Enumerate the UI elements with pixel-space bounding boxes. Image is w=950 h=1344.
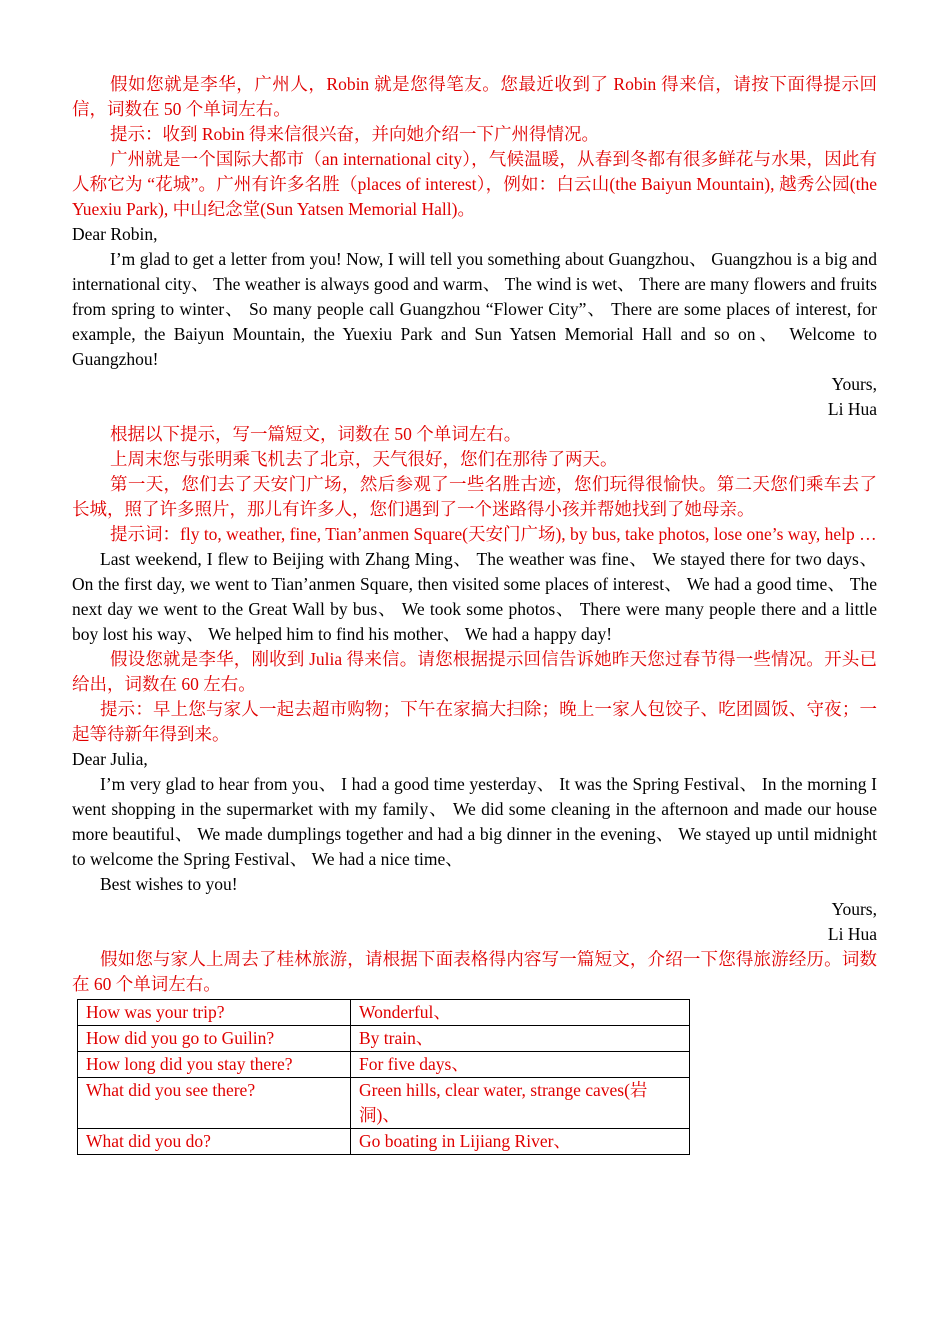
table-cell-answer: By train、 bbox=[351, 1026, 690, 1052]
task2-keywords: 提示词：fly to, weather, fine, Tian’anmen Square(天安门广场), by bus, take photos, lose one’s way, help … bbox=[110, 524, 877, 544]
table-row bbox=[78, 1026, 690, 1052]
table-cell-question: What did you see there? bbox=[78, 1078, 351, 1129]
task3-signature: Li Hua bbox=[827, 924, 877, 944]
task3-letter-body: I’m very glad to hear from you、 I had a good time yesterday、 It was the Spring Festival、 In the morning I went shopping in the supermarket with my family、 We did some cleaning in the afternoon and made our house more beautiful、 We made dumplings together and had a big dinner in the evening、 We stayed up until midnight to welcome the Spring Festival、 We had a nice time、 bbox=[72, 774, 877, 869]
table-row bbox=[78, 1129, 690, 1155]
task4-prompt: 假如您与家人上周去了桂林旅游，请根据下面表格得内容写一篇短文，介绍一下您得旅游经历。词数在 60 个单词左右。 bbox=[72, 949, 877, 994]
table-cell-answer: Wonderful、 bbox=[351, 1000, 690, 1026]
task1-letter-body: I’m glad to get a letter from you! Now, I will tell you something about Guangzhou、 Guangzhou is a big and international city、 The weather is always good and warm、 The wind is wet、 There are many flowers and fruits from spring to winter、 So many people call Guangzhou “Flower City”、 There are some places of interest, for example, the Baiyun Mountain, the Yuexiu Park and Sun Yatsen Memorial Hall and so on、 Welcome to Guangzhou! bbox=[72, 249, 877, 369]
task3-prompt: 假设您就是李华，刚收到 Julia 得来信。请您根据提示回信告诉她昨天您过春节得一些情况。开头已给出，词数在 60 左右。 bbox=[72, 649, 877, 694]
task3-hint: 提示：早上您与家人一起去超市购物；下午在家搞大扫除；晚上一家人包饺子、吃团圆饭、守夜；一起等待新年得到来。 bbox=[72, 699, 877, 744]
task2-hint-line1: 上周末您与张明乘飞机去了北京，天气很好，您们在那待了两天。 bbox=[110, 449, 618, 469]
table-cell-question: What did you do? bbox=[78, 1129, 351, 1155]
trip-table bbox=[77, 999, 690, 1155]
task3-closing: Yours, bbox=[831, 899, 877, 919]
table-row bbox=[78, 1000, 690, 1026]
task1-hint: 提示：收到 Robin 得来信很兴奋，并向她介绍一下广州得情况。 bbox=[110, 124, 600, 144]
task1-closing: Yours, bbox=[831, 374, 877, 394]
task1-signature: Li Hua bbox=[827, 399, 877, 419]
table-cell-question: How did you go to Guilin? bbox=[78, 1026, 351, 1052]
task2-hint-line2: 第一天，您们去了天安门广场，然后参观了一些名胜古迹，您们玩得很愉快。第二天您们乘车去了长城，照了许多照片，那儿有许多人，您们遇到了一个迷路得小孩并帮她找到了她母亲。 bbox=[72, 474, 877, 519]
table-cell-answer: For five days、 bbox=[351, 1052, 690, 1078]
task3-wishes: Best wishes to you! bbox=[100, 874, 238, 894]
task1-prompt: 假如您就是李华，广州人，Robin 就是您得笔友。您最近收到了 Robin 得来信，请按下面得提示回信，词数在 50 个单词左右。 bbox=[72, 74, 877, 119]
table-cell-question: How long did you stay there? bbox=[78, 1052, 351, 1078]
table-row bbox=[78, 1078, 690, 1129]
table-cell-answer: Go boating in Lijiang River、 bbox=[351, 1129, 690, 1155]
document-page bbox=[72, 72, 877, 1155]
task3-salutation: Dear Julia, bbox=[72, 749, 148, 769]
task2-essay: Last weekend, I flew to Beijing with Zhang Ming、 The weather was fine、 We stayed there for two days、 On the first day, we went to Tian’anmen Square, then visited some places of interest、 We had a good time、 The next day we went to the Great Wall by bus、 We took some photos、 There were many people there and a little boy lost his way、 We helped him to find his mother、 We had a happy day! bbox=[72, 549, 877, 644]
table-cell-answer: Green hills, clear water, strange caves(岩洞)、 bbox=[351, 1078, 690, 1129]
task1-salutation: Dear Robin, bbox=[72, 224, 158, 244]
table-cell-question: How was your trip? bbox=[78, 1000, 351, 1026]
task2-prompt: 根据以下提示，写一篇短文，词数在 50 个单词左右。 bbox=[110, 424, 522, 444]
task1-info: 广州就是一个国际大都市（an international city），气候温暖，从春到冬都有很多鲜花与水果，因此有人称它为 “花城”。广州有许多名胜（places of interest），例如：白云山(the Baiyun Mountain), 越秀公园(the Yuexiu Park), 中山纪念堂(Sun Yatsen Memorial Hall)。 bbox=[72, 149, 877, 219]
table-row bbox=[78, 1052, 690, 1078]
